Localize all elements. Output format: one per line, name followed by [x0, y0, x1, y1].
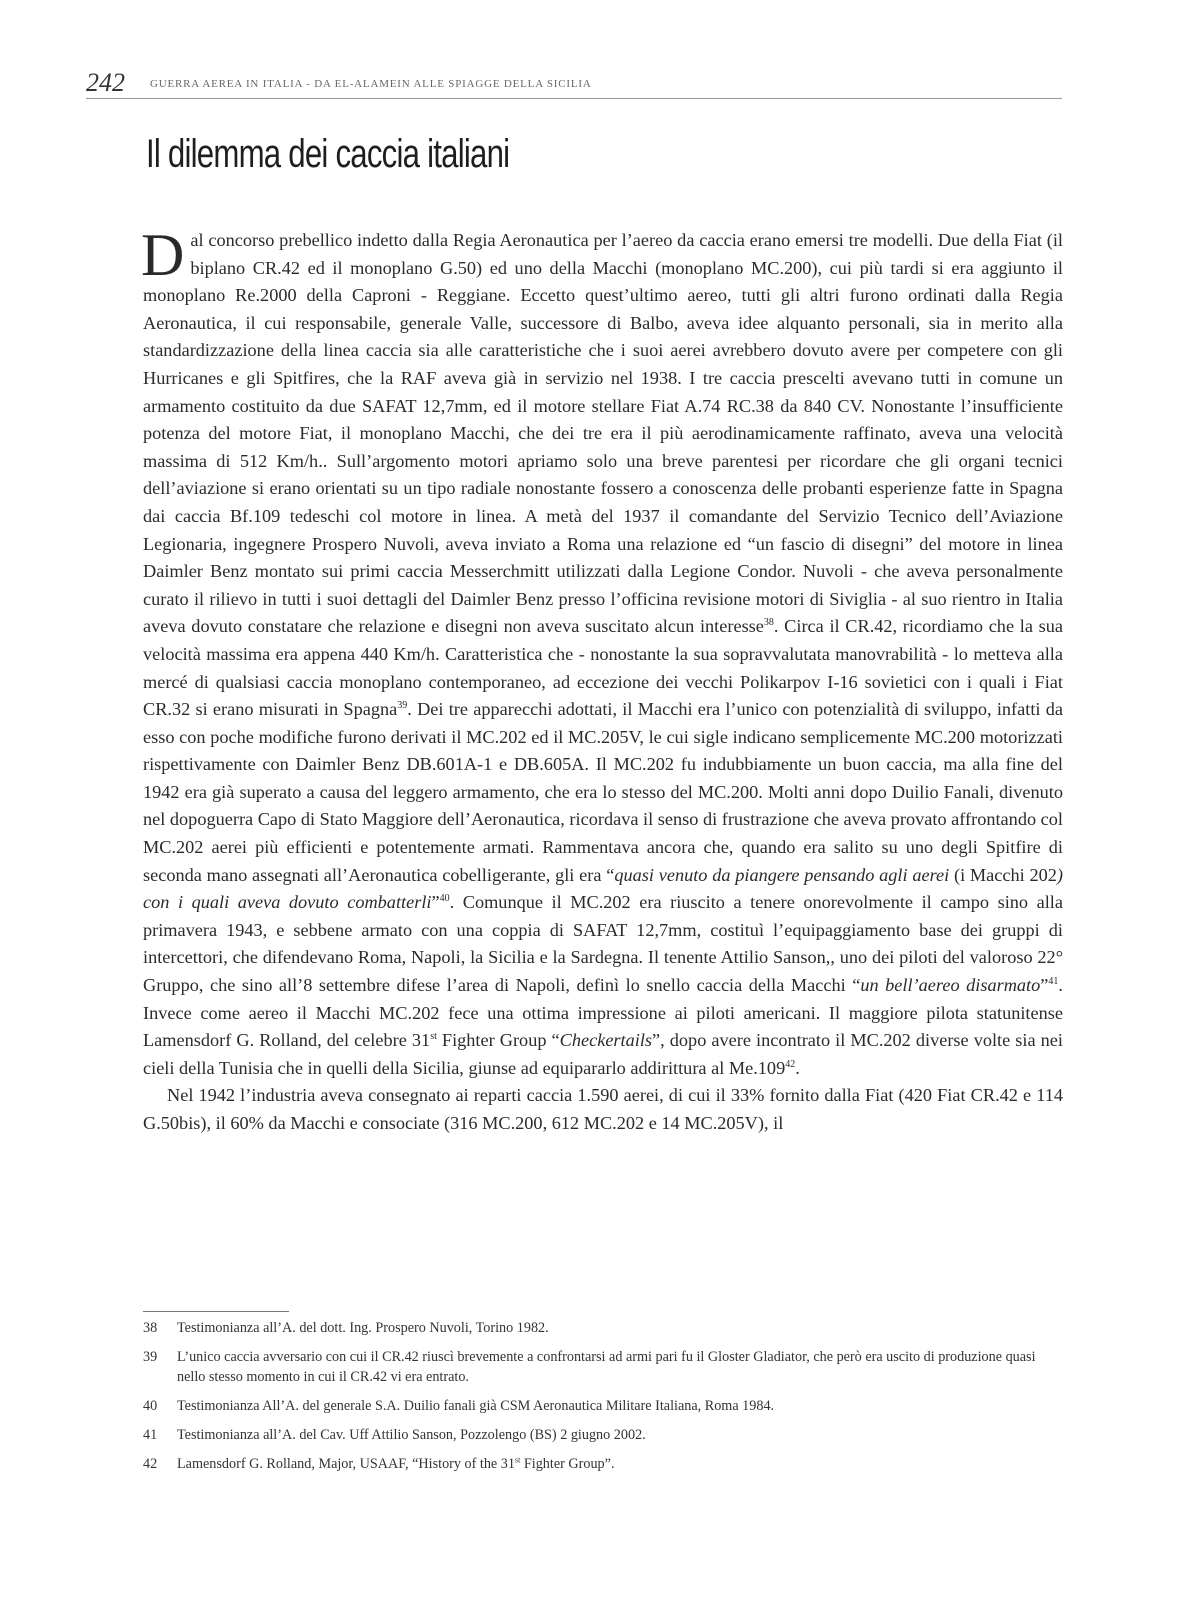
footnote	[143, 1318, 1063, 1338]
footnote	[143, 1347, 1063, 1387]
paragraph-2: Nel 1942 l’industria aveva consegnato ai reparti caccia 1.590 aerei, di cui il 33% fornito dalla Fiat (420 Fiat CR.42 e 114 G.50bis), il 60% da Macchi e consociate (316 MC.200, 612 MC.202 e 14 MC.205V), il	[143, 1085, 1063, 1133]
drop-cap: D	[141, 222, 185, 288]
ordinal-suffix: st	[514, 1455, 521, 1465]
footnote-number: 38	[143, 1320, 158, 1336]
footnote-text: L’unico caccia avversario con cui il CR.42 riuscì brevemente a confrontarsi ad armi pari fu il Gloster Gladiator, che però era uscito di produzione quasi nello stesso momento in cui il CR.42 vi era entrato.	[177, 1349, 1036, 1385]
footnote-ref-40: 40	[439, 893, 450, 905]
footnote-ref-41: 41	[1048, 975, 1059, 987]
footnote	[143, 1396, 1063, 1416]
footnote-number: 42	[143, 1456, 158, 1472]
body-text	[141, 222, 1063, 1138]
footnote-divider	[143, 1311, 289, 1312]
quote-italic: quasi venuto da piangere pensando agli aerei	[614, 864, 950, 885]
footnote-text: Testimonianza all’A. del dott. Ing. Prospero Nuvoli, Torino 1982.	[177, 1320, 549, 1336]
footnote-text: Testimonianza all’A. del Cav. Uff Attilio Sanson, Pozzolengo (BS) 2 giugno 2002.	[177, 1427, 646, 1443]
footnote-number: 40	[143, 1398, 158, 1414]
running-title: GUERRA AEREA IN ITALIA - DA EL-ALAMEIN ALLE SPIAGGE DELLA SICILIA	[150, 78, 592, 90]
footnote-ref-38: 38	[763, 617, 774, 629]
footnote	[143, 1454, 1063, 1474]
chapter-title: Il dilemma dei caccia italiani	[146, 132, 510, 176]
quote-italic: un bell’aereo disarmato	[860, 975, 1041, 996]
footnote-ref-42: 42	[785, 1058, 796, 1070]
running-header	[86, 68, 1062, 99]
footnotes	[143, 1318, 1063, 1483]
footnote-number: 41	[143, 1427, 158, 1443]
quote-italic: Checkertails	[559, 1030, 653, 1051]
quote-italic: ) con i quali aveva dovuto combatterli	[143, 864, 1063, 913]
footnote	[143, 1425, 1063, 1445]
page-number: 242	[86, 68, 125, 97]
footnote-number: 39	[143, 1349, 158, 1365]
footnote-ref-39: 39	[397, 700, 408, 711]
footnote-text: Testimonianza All’A. del generale S.A. Duilio fanali già CSM Aeronautica Militare Italiana, Roma 1984.	[177, 1398, 775, 1414]
ordinal-suffix: st	[430, 1031, 437, 1043]
footnote-text: Lamensdorf G. Rolland, Major, USAAF, “History of the 31st Fighter Group”.	[177, 1455, 615, 1472]
paragraph-1: Dal concorso prebellico indetto dalla Regia Aeronautica per l’aereo da caccia erano emersi tre modelli. Due della Fiat (il biplano CR.42 ed il monoplano G.50) ed uno della Macchi (monoplano MC.200), cui più tardi si era aggiunto il monoplano Re.2000 della Caproni - Reggiane. Eccetto quest’ultimo aereo, tutti gli altri furono ordinati dalla Regia Aeronautica, il cui responsabile, generale Valle, successore di Balbo, aveva idee alquanto personali, sia in merito alla standardizzazione della linea caccia sia alle caratteristiche che i suoi aerei avrebbero dovuto avere per competere con gli Hurricanes e gli Spitfires, che la RAF aveva già in servizio nel 1938. I tre caccia prescelti avevano tutti in comune un armamento costituito da due SAFAT 12,7mm, ed il motore stellare Fiat A.74 RC.38 da 840 CV. Nonostante l’insufficiente potenza del motore Fiat, il monoplano Macchi, che dei tre era il più aerodinamicamente raffinato, aveva una velocità massima di 512 Km/h.. Sull’argomento motori apriamo solo una breve parentesi per ricordare che gli organi tecnici dell’aviazione si erano orientati su un tipo radiale nonostante fossero a conoscenza delle probanti esperienze fatte in Spagna dai caccia Bf.109 tedeschi col motore in linea. A metà del 1937 il comandante del Servizio Tecnico dell’Aviazione Legionaria, ingegnere Prospero Nuvoli, aveva inviato a Roma una relazione ed “un fascio di disegni” del motore in linea Daimler Benz montato sui primi caccia Messerchmitt utilizzati dalla Legione Condor. Nuvoli - che aveva personalmente curato il rilievo in tutti i suoi dettagli del Daimler Benz presso l’officina revisione motori di Siviglia - al suo rientro in Italia aveva dovuto constatare che relazione e disegni non aveva suscitato alcun interesse$^{38}$. Circa il CR.42, ricordiamo che la sua velocità massima era appena 440 Km/h. Caratteristica che - nonostante la sua sopravvalutata manovrabilità - lo metteva alla mercé di qualsiasi caccia monoplano contemporaneo, ad eccezione dei vecchi Polikarpov I-16 sovietici con i quali i Fiat CR.32 si erano misurati in Spagna$^{39}$. Dei tre apparecchi adottati, il Macchi era l’unico con potenzialità di sviluppo, infatti da esso con poche modifiche furono derivati il MC.202 ed il MC.205V, le cui sigle indicano semplicemente MC.200 motorizzati rispettivamente con Daimler Benz DB.601A-1 e DB.605A. Il MC.202 fu indubbiamente un buon caccia, ma alla fine del 1942 era già superato a causa del leggero armamento, che era lo stesso del MC.200. Molti anni dopo Duilio Fanali, divenuto nel dopoguerra Capo di Stato Maggiore dell’Aeronautica, ricordava il senso di frustrazione che aveva provato affrontando col MC.202 aerei più efficienti e potentemente armati. Rammentava ancora che, quando era salito su uno degli Spitfire di seconda mano assegnati all’Aeronautica cobelligerante, gli era “quasi venuto da piangere pensando agli aerei (i Macchi 202) con i quali aveva dovuto combatterli”$^{40}$. Comunque il MC.202 era riuscito a tenere onorevolmente il campo sino alla primavera 1943, e sebbene armato con una coppia di SAFAT 12,7mm, costituì l’equipaggiamento base dei gruppi di intercettori, che difendevano Roma, Napoli, la Sicilia e la Sardegna. Il tenente Attilio Sanson,, uno dei piloti del valoroso 22° Gruppo, che sino all’8 settembre difese l’area di Napoli, definì lo snello caccia della Macchi “un bell’aereo disarmato”$^{41}$. Invece come aereo il Macchi MC.202 fece una ottima impressione ai piloti americani. Il maggiore pilota statunitense Lamensdorf G. Rolland, del celebre 31st Fighter Group “Checkertails”, dopo avere incontrato il MC.202 diverse volte sia nei cieli della Tunisia che in quelli della Sicilia, giunse ad equipararlo addirittura al Me.109$^{42}$.	[141, 222, 1063, 1078]
